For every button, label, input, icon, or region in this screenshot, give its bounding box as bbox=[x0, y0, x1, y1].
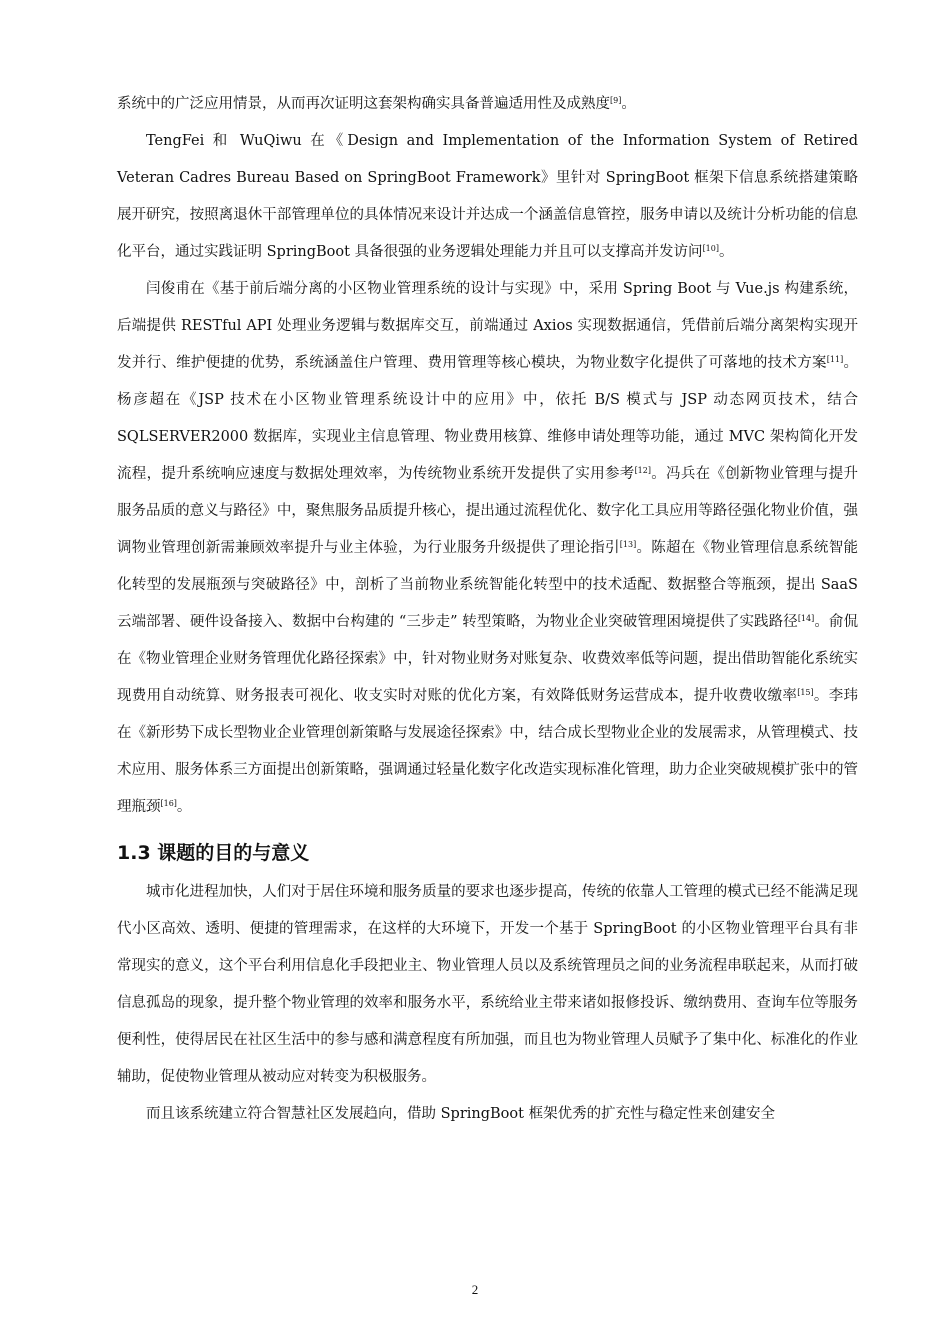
text-run: 。俞侃在《物业管理企业财务管理优化路径探索》中，针对物业财务对账复杂、收费效率低等问题，提出借助智能化系统实现费用自动统算、财务报表可视化、收支实时对账的优化方案，有效降低财务运营成本，提升收费收缴率 bbox=[117, 614, 859, 704]
text-run: 。李玮在《新形势下成长型物业企业管理创新策略与发展途径探索》中，结合成长型物业企业的发展需求，从管理模式、技术应用、服务体系三方面提出创新策略，强调通过轻量化数字化改造实现标准化管理，助力企业突破规模扩张中的管理瓶颈 bbox=[117, 688, 859, 815]
citation-marker: [10] bbox=[702, 244, 719, 253]
paragraph bbox=[117, 874, 858, 1096]
paragraph bbox=[117, 123, 858, 271]
text-run: 。冯兵在《创新物业管理与提升服务品质的意义与路径》中，聚焦服务品质提升核心，提出通过流程优化、数字化工具应用等路径强化物业价值，强调物业管理创新需兼顾效率提升与业主体验，为行业服务升级提供了理论指引 bbox=[117, 466, 859, 556]
text-run: 闫俊甫在《基于前后端分离的小区物业管理系统的设计与实现》中，采用 Spring Boot 与 Vue.js 构建系统，后端提供 RESTful API 处理业务逻辑与数据库交互，前端通过 Axios 实现数据通信，凭借前后端分离架构实现开发并行、维护便捷的优势，系统涵盖住户管理、费用管理等核心模块，为物业数字化提供了可落地的技术方案 bbox=[117, 281, 858, 371]
citation-marker: [14] bbox=[797, 614, 815, 623]
page-number: 2 bbox=[471, 1282, 479, 1297]
text-run: 。 bbox=[718, 244, 734, 260]
citation-marker: [15] bbox=[797, 688, 814, 697]
paragraphs-after bbox=[117, 874, 858, 1133]
citation-marker: [11] bbox=[826, 355, 844, 364]
text-run: 。杨彦超在《JSP 技术在小区物业管理系统设计中的应用》中，依托 B/S 模式与 JSP 动态网页技术，结合 SQLSERVER2000 数据库，实现业主信息管理、物业费用核算、维修申请处理等功能，通过 MVC 架构简化开发流程，提升系统响应速度与数据处理效率，为传统物业系统开发提供了实用参考 bbox=[117, 355, 859, 482]
text-run: 。 bbox=[176, 799, 192, 815]
text-run: 系统中的广泛应用情景，从而再次证明这套架构确实具备普遍适用性及成熟度 bbox=[117, 96, 610, 112]
page-content bbox=[117, 86, 858, 1133]
text-run: 。陈超在《物业管理信息系统智能化转型的发展瓶颈与突破路径》中，剖析了当前物业系统智能化转型中的技术适配、数据整合等瓶颈，提出 SaaS 云端部署、硬件设备接入、数据中台构建的 “三步走” 转型策略，为物业企业突破管理困境提供了实践路径 bbox=[117, 540, 858, 630]
text-run: 城市化进程加快，人们对于居住环境和服务质量的要求也逐步提高，传统的依靠人工管理的模式已经不能满足现代小区高效、透明、便捷的管理需求，在这样的大环境下，开发一个基于 SpringBoot 的小区物业管理平台具有非常现实的意义，这个平台利用信息化手段把业主、物业管理人员以及系统管理员之间的业务流程串联起来，从而打破信息孤岛的现象，提升整个物业管理的效率和服务水平，系统给业主带来诸如报修投诉、缴纳费用、查询车位等服务便利性，使得居民在社区生活中的参与感和满意程度有所加强，而且也为物业管理人员赋予了集中化、标准化的作业辅助，促使物业管理从被动应对转变为积极服务。 bbox=[117, 884, 858, 1085]
paragraph bbox=[117, 271, 858, 826]
text-run: 而且该系统建立符合智慧社区发展趋向，借助 SpringBoot 框架优秀的扩充性与稳定性来创建安全 bbox=[146, 1106, 776, 1122]
text-run: 。 bbox=[621, 96, 636, 112]
paragraphs-before bbox=[117, 86, 858, 826]
citation-marker: [13] bbox=[619, 540, 637, 549]
section-heading: 1.3 课题的目的与意义 bbox=[117, 842, 310, 864]
citation-marker: [16] bbox=[160, 799, 177, 808]
citation-marker: [12] bbox=[634, 466, 651, 475]
paragraph bbox=[117, 1096, 858, 1133]
text-run: TengFei 和 WuQiwu 在《Design and Implementation of the Information System of Retired Veteran Cadres Bureau Based on SpringBoot Framework》里针对 SpringBoot 框架下信息系统搭建策略展开研究，按照离退休干部管理单位的具体情况来设计并达成一个涵盖信息管控，服务申请以及统计分析功能的信息化平台，通过实践证明 SpringBoot 具备很强的业务逻辑处理能力并且可以支撑高并发访问 bbox=[117, 133, 858, 260]
paragraph bbox=[117, 86, 858, 123]
citation-marker: [9] bbox=[610, 96, 622, 105]
